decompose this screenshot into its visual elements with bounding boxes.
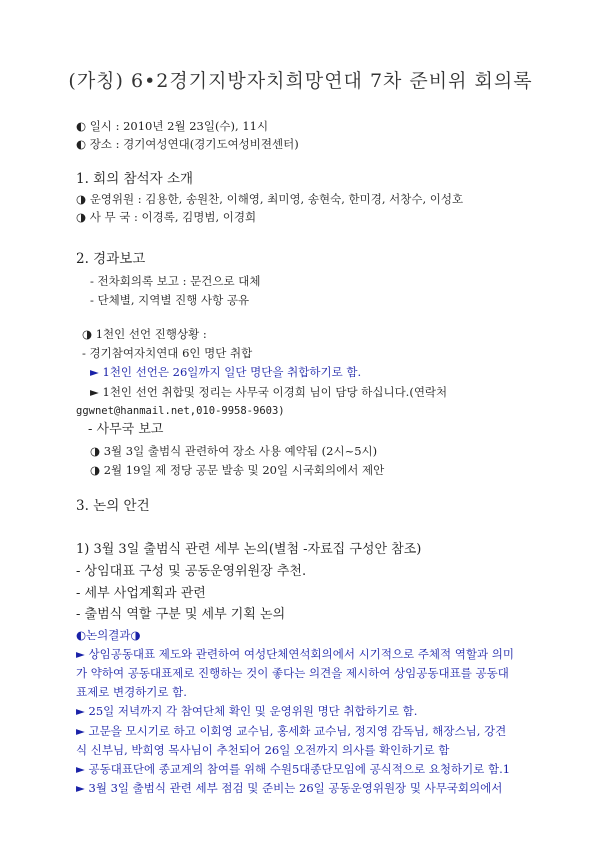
committee-attendees: ◑ 운영위원 : 김용한, 송원찬, 이해영, 최미영, 송현숙, 한미경, 서창수, 이성호 <box>76 192 464 206</box>
discussion-result-line: ► 공동대표단에 종교계의 참여를 위해 수원5대종단모임에 공식적으로 요청하기로 함.1 <box>76 762 511 776</box>
meeting-date: ◐ 일시 : 2010년 2월 23일(수), 11시 <box>76 119 269 133</box>
discussion-result-line: ► 상임공동대표 제도와 관련하여 여성단체연석회의에서 시기적으로 주체적 역할과 의미 <box>76 647 515 661</box>
discussion-result-line: 표제로 변경하기로 함. <box>76 685 187 699</box>
document-title: (가칭) 6•2경기지방자치희망연대 7차 준비위 회의록 <box>68 70 533 92</box>
agenda-title: 1) 3월 3일 출범식 관련 세부 논의(별첨 -자료집 구성안 참조) <box>76 542 422 557</box>
contact-line-continued: ggwnet@hanmail.net,010-9958-9603) <box>76 405 285 417</box>
agenda-item: - 출범식 역할 구분 및 세부 기획 논의 <box>76 607 286 622</box>
agenda-item: - 상임대표 구성 및 공동운영위원장 추천. <box>76 564 307 579</box>
agenda-item: - 세부 사업계획과 관련 <box>76 586 206 601</box>
discussion-result-line: 식 신부님, 박희영 목사님이 추천되어 26일 오전까지 의사를 확인하기로 함 <box>76 743 450 757</box>
section3-heading: 3. 논의 안건 <box>76 498 150 514</box>
secretariat-attendees: ◑ 사 무 국 : 이경록, 김명범, 이경희 <box>76 210 257 224</box>
meeting-place: ◐ 장소 : 경기여성연대(경기도여성비젼센터) <box>76 137 299 151</box>
discussion-result-line: ► 3월 3일 출범식 관련 세부 점검 및 준비는 26일 공동운영위원장 및 사무국회의에서 <box>76 781 503 795</box>
section1-heading: 1. 회의 참석자 소개 <box>76 171 194 187</box>
discussion-result-line: ► 25일 저녁까지 각 참여단체 확인 및 운영위원 명단 취합하기로 함. <box>76 704 418 718</box>
progress-item: - 전차회의록 보고 : 문건으로 대체 <box>90 274 261 288</box>
declaration-line: - 경기참여자치연대 6인 명단 취합 <box>82 346 253 360</box>
declaration-heading: ◑ 1천인 선언 진행상황 : <box>82 327 207 341</box>
secretariat-report-item: ◑ 2월 19일 제 정당 공문 발송 및 20일 시국회의에서 제안 <box>90 463 385 477</box>
contact-line: ► 1천인 선언 취합및 정리는 사무국 이경희 님이 담당 하십니다.(연락처 <box>90 385 448 399</box>
section2-heading: 2. 경과보고 <box>76 251 146 267</box>
discussion-result-line: 가 약하여 공동대표제로 진행하는 것이 좋다는 의견을 제시하여 상임공동대표를 공동대 <box>76 666 509 680</box>
declaration-note: ► 1천인 선언은 26일까지 일단 명단을 취합하기로 함. <box>90 365 362 379</box>
secretariat-report-item: ◑ 3월 3일 출범식 관련하여 장소 사용 예약됨 (2시~5시) <box>90 444 378 458</box>
discussion-result-line: ► 고문을 모시기로 하고 이회영 교수님, 홍세화 교수님, 정지영 감독님, 해장스님, 강견 <box>76 724 507 738</box>
discussion-result-heading: ◐논의결과◑ <box>76 628 141 642</box>
secretariat-report-heading: - 사무국 보고 <box>88 422 164 437</box>
progress-item: - 단체별, 지역별 진행 사항 공유 <box>90 293 250 307</box>
